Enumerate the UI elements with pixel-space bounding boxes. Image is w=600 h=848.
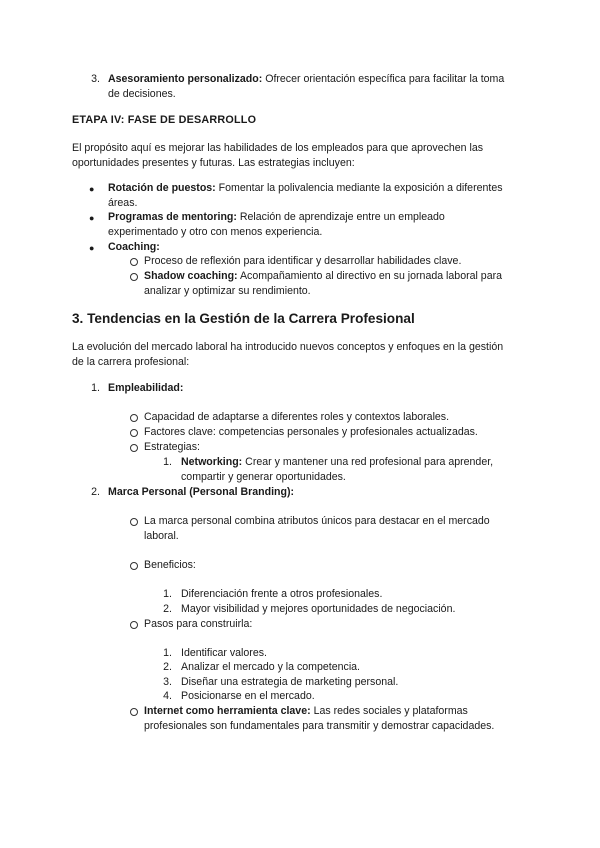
sub-list-item: Beneficios: — [144, 559, 196, 571]
list-number: 1. — [163, 588, 172, 600]
sub-sub-list-item: Identificar valores. — [181, 647, 267, 659]
list-item-bold: Empleabilidad: — [108, 382, 184, 394]
list-item-continuation: experimentado y otro con menos experiencia. — [108, 226, 323, 238]
sub-sub-list-item: Diseñar una estrategia de marketing personal. — [181, 676, 399, 688]
sub-list-item — [144, 704, 468, 719]
sub-list-item: Pasos para construirla: — [144, 618, 253, 630]
circle-bullet-icon — [130, 258, 138, 266]
circle-bullet-icon — [130, 444, 138, 452]
list-number: 3. — [91, 73, 100, 85]
paragraph-line: de la carrera profesional: — [72, 356, 190, 368]
list-item-body: Acompañamiento al directivo en su jornada laboral para — [239, 270, 503, 282]
sub-list-item: Proceso de reflexión para identificar y desarrollar habilidades clave. — [144, 255, 462, 267]
list-number: 1. — [163, 456, 172, 468]
list-item-bold: Internet como herramienta clave: — [144, 705, 311, 717]
sub-list-item: La marca personal combina atributos únicos para destacar en el mercado — [144, 515, 490, 527]
list-item-text — [108, 72, 504, 87]
list-item — [108, 210, 445, 225]
circle-bullet-icon — [130, 518, 138, 526]
list-item-continuation: de decisiones. — [108, 88, 176, 100]
sub-sub-list-item — [181, 455, 493, 470]
circle-bullet-icon — [130, 621, 138, 629]
sub-list-item-continuation: laboral. — [144, 530, 179, 542]
list-item-bold: Marca Personal (Personal Branding): — [108, 486, 295, 498]
list-number: 1. — [91, 382, 100, 394]
list-number: 2. — [163, 603, 172, 615]
circle-bullet-icon — [130, 429, 138, 437]
list-item-body: Las redes sociales y plataformas — [313, 705, 468, 717]
sub-list-item — [144, 269, 502, 284]
list-item-bold: Programas de mentoring: — [108, 211, 237, 223]
list-item-body: Fomentar la polivalencia mediante la exposición a diferentes — [218, 182, 503, 194]
paragraph-line: La evolución del mercado laboral ha introducido nuevos conceptos y enfoques en la gestión — [72, 341, 504, 353]
list-item-body: Crear y mantener una red profesional para aprender, — [245, 456, 494, 468]
circle-bullet-icon — [130, 414, 138, 422]
list-item-title — [108, 485, 294, 500]
paragraph-line: oportunidades presentes y futuras. Las estrategias incluyen: — [72, 157, 355, 169]
list-item-body: Relación de aprendizaje entre un empleado — [239, 211, 445, 223]
list-item-bold: Coaching: — [108, 241, 160, 253]
sub-list-item: Capacidad de adaptarse a diferentes roles y contextos laborales. — [144, 411, 450, 423]
list-number: 4. — [163, 690, 172, 702]
list-item — [108, 240, 160, 255]
list-item-title — [108, 381, 183, 396]
section-heading-3: 3. Tendencias en la Gestión de la Carrera Profesional — [72, 311, 415, 326]
sub-sub-list-item: Diferenciación frente a otros profesionales. — [181, 588, 383, 600]
list-item-continuation: áreas. — [108, 197, 138, 209]
bullet-icon: ● — [89, 213, 95, 223]
list-item-bold: Asesoramiento personalizado: — [108, 73, 263, 85]
list-item — [108, 181, 503, 196]
list-number: 2. — [91, 486, 100, 498]
sub-sub-list-item: Posicionarse en el mercado. — [181, 690, 315, 702]
section-heading-etapa-iv: ETAPA IV: FASE DE DESARROLLO — [72, 114, 257, 126]
list-item-bold: Networking: — [181, 456, 243, 468]
list-number: 1. — [163, 647, 172, 659]
sub-list-item: Estrategias: — [144, 441, 200, 453]
paragraph-line: El propósito aquí es mejorar las habilidades de los empleados para que aprovechen las — [72, 142, 484, 154]
circle-bullet-icon — [130, 562, 138, 570]
sub-sub-list-item: Mayor visibilidad y mejores oportunidades de negociación. — [181, 603, 456, 615]
list-number: 2. — [163, 661, 172, 673]
bullet-icon: ● — [89, 184, 95, 194]
list-item-body: Ofrecer orientación específica para facilitar la toma — [265, 73, 505, 85]
circle-bullet-icon — [130, 273, 138, 281]
sub-list-item-continuation: profesionales son fundamentales para transmitir y demostrar capacidades. — [144, 720, 495, 732]
sub-list-item: Factores clave: competencias personales y profesionales actualizadas. — [144, 426, 478, 438]
bullet-icon: ● — [89, 243, 95, 253]
list-number: 3. — [163, 676, 172, 688]
circle-bullet-icon — [130, 708, 138, 716]
sub-list-item-continuation: analizar y optimizar su rendimiento. — [144, 285, 311, 297]
list-item-bold: Shadow coaching: — [144, 270, 238, 282]
list-item-bold: Rotación de puestos: — [108, 182, 216, 194]
sub-sub-list-item-continuation: compartir y generar oportunidades. — [181, 471, 346, 483]
sub-sub-list-item: Analizar el mercado y la competencia. — [181, 661, 361, 673]
